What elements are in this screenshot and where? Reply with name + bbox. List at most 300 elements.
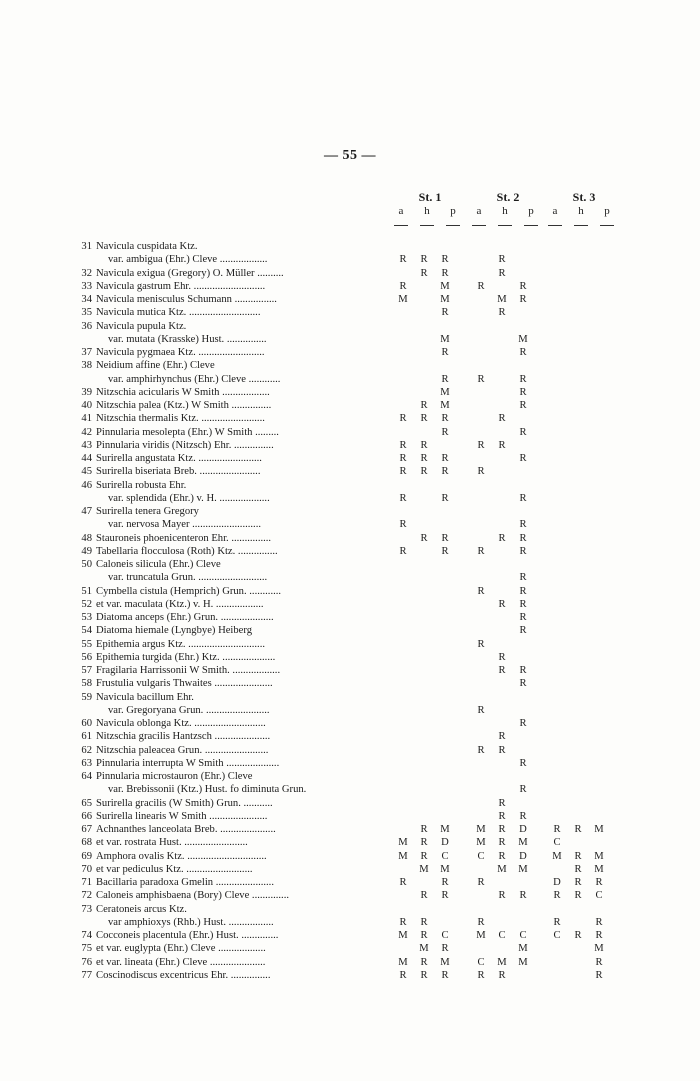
abundance-cell: R [498, 837, 506, 849]
table-row [0, 638, 700, 651]
species-number: 60 [81, 718, 92, 729]
species-name: var. nervosa Mayer .......................... [108, 519, 261, 531]
table-row [0, 532, 700, 545]
abundance-cell: M [552, 850, 562, 862]
species-name: Surirella gracilis (W Smith) Grun. ........... [96, 797, 273, 809]
abundance-cell: R [519, 757, 527, 769]
abundance-cell: R [477, 439, 485, 451]
abundance-cell: R [441, 426, 449, 438]
abundance-cell: R [519, 718, 527, 729]
abundance-cell: M [476, 930, 486, 941]
table-row [0, 598, 700, 611]
species-name: Achnanthes lanceolata Breb. ..................... [96, 824, 276, 835]
abundance-cell: R [498, 850, 506, 862]
abundance-cell: R [441, 943, 449, 955]
abundance-cell: R [498, 532, 506, 544]
abundance-cell: R [420, 267, 428, 279]
abundance-cell: R [441, 492, 449, 504]
abundance-cell: R [519, 453, 527, 464]
abundance-cell: R [420, 890, 428, 902]
table-row [0, 677, 700, 690]
species-number: 64 [81, 771, 92, 782]
species-number: 32 [81, 267, 92, 279]
abundance-cell: R [420, 930, 428, 941]
abundance-cell: R [420, 400, 428, 411]
abundance-cell: D [519, 850, 527, 862]
rule-dash [420, 225, 434, 226]
species-name: Frustulia vulgaris Thwaites ...................... [96, 678, 273, 690]
species-name: Pinnularia mesolepta (Ehr.) W Smith ......... [96, 426, 279, 438]
abundance-cell: R [420, 916, 428, 928]
species-number: 70 [81, 863, 92, 875]
station-subheader [470, 205, 540, 217]
abundance-cell: R [399, 519, 407, 531]
abundance-cell: R [477, 280, 485, 292]
abundance-cell: R [441, 890, 449, 902]
species-name: Cymbella cistula (Hemprich) Grun. ............ [96, 585, 282, 597]
species-name: Pinnularia viridis (Nitzsch) Ehr. ............... [96, 439, 274, 451]
abundance-cell: D [441, 837, 449, 849]
abundance-cell: R [420, 969, 428, 981]
table-row [0, 969, 700, 982]
abundance-cell: R [519, 519, 527, 531]
subheader-letter: p [450, 205, 456, 217]
table-row [0, 267, 700, 280]
abundance-cell: R [441, 453, 449, 464]
abundance-cell: R [498, 267, 506, 279]
species-number: 52 [81, 598, 92, 610]
abundance-cell: M [476, 837, 486, 849]
rule-dash [524, 225, 538, 226]
abundance-cell: R [574, 890, 582, 902]
abundance-cell: D [519, 824, 527, 835]
table-row [0, 426, 700, 439]
abundance-cell: M [440, 294, 450, 305]
table-row [0, 624, 700, 637]
table-row [0, 333, 700, 346]
abundance-cell: M [440, 280, 450, 292]
abundance-cell: R [574, 863, 582, 875]
table-row [0, 518, 700, 531]
abundance-cell: R [498, 810, 506, 822]
species-number: 69 [81, 850, 92, 862]
species-name: Pinnularia interrupta W Smith .................... [96, 757, 280, 769]
abundance-cell: R [498, 254, 506, 266]
abundance-cell: R [420, 532, 428, 544]
species-name: et var. rostrata Hust. ........................ [96, 837, 248, 849]
table-row [0, 439, 700, 452]
species-number: 40 [81, 400, 92, 411]
table-row [0, 399, 700, 412]
table-row [0, 293, 700, 306]
species-number: 54 [81, 625, 92, 637]
abundance-cell: R [498, 651, 506, 663]
abundance-cell: R [399, 877, 407, 888]
table-row [0, 770, 700, 783]
species-name: Surirella angustata Ktz. ........................ [96, 453, 262, 464]
table-row [0, 240, 700, 253]
rule-dash [394, 225, 408, 226]
abundance-cell: R [441, 347, 449, 358]
abundance-cell: R [519, 373, 527, 385]
species-number: 39 [81, 386, 92, 398]
species-number: 75 [81, 943, 92, 955]
abundance-cell: M [594, 943, 604, 955]
abundance-cell: R [420, 439, 428, 451]
subheader-letter: h [502, 205, 508, 217]
abundance-cell: R [477, 744, 485, 756]
subheader-letter: h [578, 205, 584, 217]
abundance-cell: R [477, 969, 485, 981]
species-name: Caloneis amphisbaena (Bory) Cleve .............. [96, 890, 289, 902]
abundance-cell: R [519, 347, 527, 358]
species-name: Nitzschia palea (Ktz.) W Smith ............... [96, 400, 272, 411]
species-name: Tabellaria flocculosa (Roth) Ktz. ............... [96, 545, 278, 557]
species-name: Navicula bacillum Ehr. [96, 691, 194, 703]
species-name: Amphora ovalis Ktz. .............................. [96, 850, 267, 862]
abundance-cell: R [519, 810, 527, 822]
abundance-cell: M [476, 824, 486, 835]
species-number: 65 [81, 797, 92, 809]
station-title: St. 3 [572, 190, 596, 204]
table-row [0, 810, 700, 823]
species-name: Stauroneis phoenicenteron Ehr. ............... [96, 532, 272, 544]
species-number: 62 [81, 744, 92, 756]
table-row [0, 611, 700, 624]
abundance-cell: R [519, 280, 527, 292]
table-row [0, 320, 700, 333]
abundance-cell: M [594, 863, 604, 875]
species-name: Surirella biseriata Breb. ....................... [96, 466, 261, 478]
abundance-cell: M [398, 956, 408, 968]
species-number: 36 [81, 320, 92, 332]
abundance-cell: R [477, 877, 485, 888]
abundance-cell: R [441, 267, 449, 279]
abundance-cell: R [477, 545, 485, 557]
abundance-cell: R [441, 373, 449, 385]
abundance-cell: R [519, 678, 527, 690]
abundance-cell: R [420, 956, 428, 968]
abundance-cell: R [498, 307, 506, 319]
subheader-rule [392, 225, 462, 226]
species-number: 45 [81, 466, 92, 478]
abundance-cell: M [497, 863, 507, 875]
abundance-cell: R [420, 466, 428, 478]
species-name: Pinnularia microstauron (Ehr.) Cleve [96, 771, 253, 782]
species-name: var. Gregoryana Grun. ........................ [108, 704, 270, 716]
species-number: 38 [81, 360, 92, 372]
abundance-cell: R [498, 413, 506, 425]
abundance-cell: M [594, 824, 604, 835]
table-row [0, 306, 700, 319]
abundance-cell: R [498, 797, 506, 809]
species-name: Diatoma anceps (Ehr.) Grun. .................... [96, 612, 274, 623]
abundance-cell: R [420, 837, 428, 849]
station-title: St. 2 [496, 190, 520, 204]
species-number: 76 [81, 956, 92, 968]
abundance-cell: M [497, 294, 507, 305]
species-name: Surirella linearis W Smith ...................... [96, 810, 268, 822]
abundance-cell: M [518, 956, 528, 968]
abundance-cell: R [399, 254, 407, 266]
species-name: var. ambigua (Ehr.) Cleve .................. [108, 254, 268, 266]
abundance-cell: M [440, 863, 450, 875]
abundance-cell: R [519, 625, 527, 637]
species-number: 74 [81, 930, 92, 941]
subheader-rule [546, 225, 616, 226]
abundance-cell: C [441, 930, 449, 941]
abundance-cell: R [498, 824, 506, 835]
abundance-cell: R [519, 612, 527, 623]
species-name: var. amphirhynchus (Ehr.) Cleve ............ [108, 373, 281, 385]
abundance-cell: R [441, 307, 449, 319]
abundance-cell: R [519, 598, 527, 610]
abundance-cell: R [574, 930, 582, 941]
abundance-cell: R [553, 890, 561, 902]
rule-dash [574, 225, 588, 226]
table-row [0, 850, 700, 863]
abundance-cell: C [477, 956, 485, 968]
species-name: var. truncatula Grun. .......................... [108, 572, 268, 584]
abundance-cell: R [574, 824, 582, 835]
abundance-cell: R [519, 585, 527, 597]
rule-dash [548, 225, 562, 226]
rule-dash [498, 225, 512, 226]
abundance-cell: R [399, 969, 407, 981]
species-name: Navicula pygmaea Ktz. ......................... [96, 347, 265, 358]
table-row [0, 836, 700, 849]
abundance-cell: R [420, 850, 428, 862]
table-row [0, 571, 700, 584]
table-row [0, 903, 700, 916]
table-row [0, 876, 700, 889]
table-row [0, 545, 700, 558]
abundance-cell: C [441, 850, 449, 862]
table-row [0, 797, 700, 810]
subheader-letter: p [604, 205, 610, 217]
species-number: 48 [81, 532, 92, 544]
page-number: — 55 — [324, 148, 376, 163]
species-name: Epithemia turgida (Ehr.) Ktz. .................... [96, 651, 276, 663]
table-row [0, 942, 700, 955]
species-number: 47 [81, 506, 92, 517]
station-subheader [392, 205, 462, 217]
species-name: Navicula pupula Ktz. [96, 320, 187, 332]
abundance-cell: R [519, 294, 527, 305]
species-number: 42 [81, 426, 92, 438]
table-row [0, 346, 700, 359]
species-number: 53 [81, 612, 92, 623]
species-number: 35 [81, 307, 92, 319]
abundance-cell: R [519, 400, 527, 411]
species-number: 59 [81, 691, 92, 703]
abundance-cell: M [518, 863, 528, 875]
species-name: Nitzschia acicularis W Smith .................. [96, 386, 270, 398]
abundance-cell: M [440, 400, 450, 411]
abundance-cell: R [477, 704, 485, 716]
species-name: Nitzschia paleacea Grun. ........................ [96, 744, 269, 756]
abundance-cell: R [399, 466, 407, 478]
species-number: 55 [81, 638, 92, 650]
species-number: 73 [81, 903, 92, 915]
abundance-cell: R [553, 824, 561, 835]
species-number: 37 [81, 347, 92, 358]
species-name: Navicula gastrum Ehr. ........................... [96, 280, 266, 292]
abundance-cell: D [553, 877, 561, 888]
abundance-cell: R [441, 877, 449, 888]
table-row [0, 386, 700, 399]
abundance-cell: R [441, 413, 449, 425]
species-name: var. Brebissonii (Ktz.) Hust. fo diminuta Grun. [108, 784, 307, 796]
abundance-cell: R [519, 532, 527, 544]
abundance-cell: R [519, 492, 527, 504]
species-number: 66 [81, 810, 92, 822]
species-number: 44 [81, 453, 92, 464]
table-row [0, 492, 700, 505]
abundance-cell: R [441, 532, 449, 544]
species-name: et var pediculus Ktz. ......................... [96, 863, 253, 875]
abundance-cell: R [441, 545, 449, 557]
species-name: Navicula exigua (Gregory) O. Müller .......... [96, 267, 284, 279]
species-name: Navicula oblonga Ktz. ........................... [96, 718, 266, 729]
rule-dash [600, 225, 614, 226]
table-row [0, 585, 700, 598]
subheader-letter: h [424, 205, 430, 217]
abundance-cell: R [498, 665, 506, 676]
subheader-letter: a [552, 205, 558, 217]
rule-dash [472, 225, 486, 226]
species-name: Coscinodiscus excentricus Ehr. ............... [96, 969, 271, 981]
species-name: et var. maculata (Ktz.) v. H. .................. [96, 598, 264, 610]
table-row [0, 253, 700, 266]
abundance-cell: R [519, 545, 527, 557]
species-name: Cocconeis placentula (Ehr.) Hust. .............. [96, 930, 279, 941]
species-name: et var. euglypta (Ehr.) Cleve .................. [96, 943, 266, 955]
table-row [0, 704, 700, 717]
species-name: Ceratoneis arcus Ktz. [96, 903, 187, 915]
abundance-cell: M [440, 956, 450, 968]
species-name: var. splendida (Ehr.) v. H. ................... [108, 492, 270, 504]
abundance-cell: R [441, 466, 449, 478]
abundance-cell: R [399, 413, 407, 425]
abundance-cell: C [477, 850, 485, 862]
abundance-cell: R [420, 254, 428, 266]
species-number: 72 [81, 890, 92, 902]
table-row [0, 783, 700, 796]
table-row [0, 730, 700, 743]
species-name: Epithemia argus Ktz. ............................. [96, 638, 265, 650]
abundance-cell: R [420, 824, 428, 835]
abundance-cell: R [399, 545, 407, 557]
species-name: et var. lineata (Ehr.) Cleve ..................... [96, 956, 266, 968]
abundance-cell: R [498, 598, 506, 610]
table-row [0, 373, 700, 386]
subheader-letter: a [398, 205, 404, 217]
abundance-cell: R [574, 850, 582, 862]
abundance-cell: R [553, 916, 561, 928]
table-row [0, 823, 700, 836]
species-number: 56 [81, 651, 92, 663]
table-row [0, 889, 700, 902]
table-row [0, 916, 700, 929]
abundance-cell: R [477, 916, 485, 928]
species-name: Navicula menisculus Schumann ................ [96, 294, 277, 305]
abundance-cell: M [398, 837, 408, 849]
species-number: 58 [81, 678, 92, 690]
species-name: Navicula cuspidata Ktz. [96, 241, 198, 252]
abundance-cell: R [477, 638, 485, 650]
abundance-cell: M [518, 333, 528, 345]
abundance-cell: R [574, 877, 582, 888]
abundance-cell: R [595, 930, 603, 941]
table-row [0, 744, 700, 757]
subheader-letter: p [528, 205, 534, 217]
abundance-cell: M [518, 943, 528, 955]
abundance-cell: R [595, 916, 603, 928]
abundance-cell: R [477, 585, 485, 597]
station-title: St. 1 [418, 190, 442, 204]
species-name: Surirella robusta Ehr. [96, 479, 187, 491]
abundance-cell: R [399, 492, 407, 504]
table-row [0, 863, 700, 876]
species-number: 33 [81, 280, 92, 292]
species-number: 49 [81, 545, 92, 557]
abundance-cell: R [399, 916, 407, 928]
abundance-cell: R [519, 890, 527, 902]
abundance-cell: C [553, 837, 561, 849]
abundance-cell: M [419, 863, 429, 875]
abundance-cell: R [399, 453, 407, 464]
abundance-cell: C [595, 890, 603, 902]
abundance-cell: R [519, 784, 527, 796]
abundance-cell: R [498, 969, 506, 981]
species-number: 43 [81, 439, 92, 451]
abundance-cell: M [440, 333, 450, 345]
table-row [0, 717, 700, 730]
species-number: 34 [81, 294, 92, 305]
table-row [0, 956, 700, 969]
table-row [0, 452, 700, 465]
abundance-cell: R [595, 969, 603, 981]
abundance-cell: C [519, 930, 527, 941]
species-number: 51 [81, 585, 92, 597]
abundance-cell: M [497, 956, 507, 968]
table-row [0, 479, 700, 492]
species-name: Neidium affine (Ehr.) Cleve [96, 360, 215, 372]
abundance-cell: M [440, 386, 450, 398]
table-row [0, 412, 700, 425]
abundance-cell: R [477, 373, 485, 385]
species-name: Bacillaria paradoxa Gmelin ...................... [96, 877, 274, 888]
abundance-cell: M [398, 294, 408, 305]
table-row [0, 664, 700, 677]
abundance-cell: R [399, 439, 407, 451]
abundance-cell: M [440, 824, 450, 835]
table-row [0, 505, 700, 518]
subheader-rule [470, 225, 540, 226]
abundance-cell: R [595, 877, 603, 888]
abundance-cell: C [498, 930, 506, 941]
species-name: Navicula mutica Ktz. ........................... [96, 307, 261, 319]
abundance-cell: R [441, 254, 449, 266]
species-number: 31 [81, 241, 92, 252]
species-number: 57 [81, 665, 92, 676]
abundance-cell: M [594, 850, 604, 862]
species-name: Caloneis silicula (Ehr.) Cleve [96, 559, 221, 570]
abundance-cell: R [519, 665, 527, 676]
abundance-cell: M [419, 943, 429, 955]
abundance-cell: R [498, 439, 506, 451]
